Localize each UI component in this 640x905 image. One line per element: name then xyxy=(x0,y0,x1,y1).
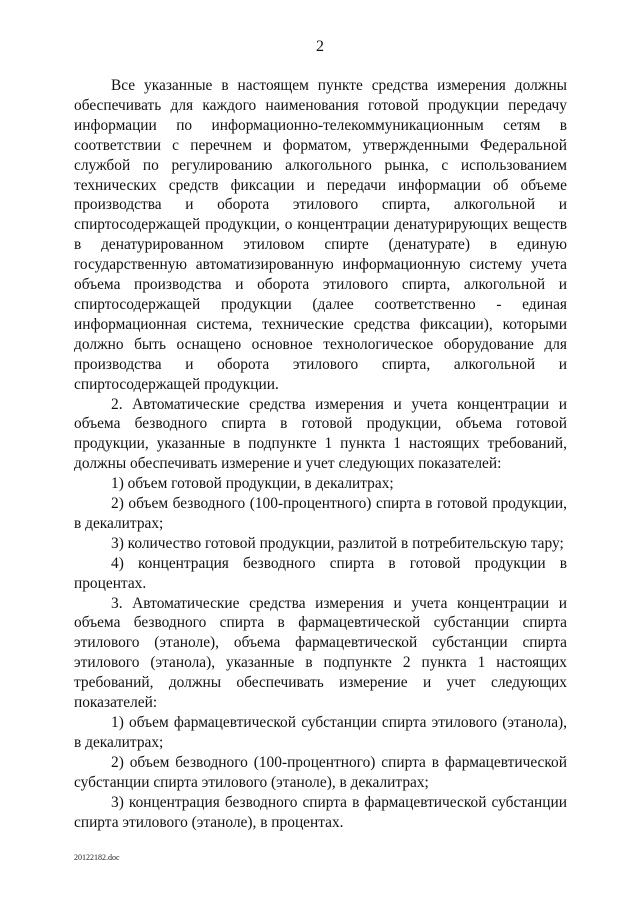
paragraph-item-2-sub-1: 1) объем готовой продукции, в декалитрах; xyxy=(111,475,394,493)
paragraph-item-2-intro: 2. Автоматические средства измерения и учета концентрации и объема безводного спирта в готовой продукции, объема готовой продукции, указанные в подпункте 1 пункта 1 настоящих требований, должны обеспечивать измерение и учет следующих показателей: xyxy=(74,395,567,473)
paragraph-item-2-sub-3: 3) количество готовой продукции, разлитой в потребительскую тару; xyxy=(111,534,564,552)
document-filename: 20122182.doc xyxy=(74,853,120,862)
document-body xyxy=(74,76,567,832)
paragraph-item-3-sub-3: 3) концентрация безводного спирта в фармацевтической субстанции спирта этилового (этаноле), в процентах. xyxy=(74,793,567,831)
paragraph-item-3-sub-1: 1) объем фармацевтической субстанции спирта этилового (этанола), в декалитрах; xyxy=(74,714,567,751)
paragraph-item-3-sub-2: 2) объем безводного (100-процентного) спирта в фармацевтической субстанции спирта этилового (этаноле), в декалитрах; xyxy=(74,753,567,791)
paragraph-item-3-intro: 3. Автоматические средства измерения и учета концентрации и объема безводного спирта в фармацевтической субстанции спирта этилового (этаноле), объема фармацевтической субстанции спирта этилового (этанола), указанные в подпункте 2 пункта 1 настоящих требований, должны обеспечивать измерение и учет следующих показателей: xyxy=(74,594,567,712)
paragraph-item-2-sub-4: 4) концентрация безводного спирта в готовой продукции в процентах. xyxy=(74,554,567,592)
paragraph-transmission-requirements: Все указанные в настоящем пункте средства измерения должны обеспечивать для каждого наименования готовой продукции передачу информации по информационно-телекоммуникационным сетям в соответствии с перечнем и форматом, утвержденными Федеральной службой по регулированию алкогольного рынка, с использованием технических средств фиксации и передачи информации об объеме производства и оборота этилового спирта, алкогольной и спиртосодержащей продукции, о концентрации денатурирующих веществ в денатурированном этиловом спирте (денатурате) в единую государственную автоматизированную информационную систему учета объема производства и оборота этилового спирта, алкогольной и спиртосодержащей продукции (далее соответственно - единая информационная система, технические средства фиксации), которыми должно быть оснащено основное технологическое оборудование для производства и оборота этилового спирта, алкогольной и спиртосодержащей продукции. xyxy=(74,77,567,393)
paragraph-item-2-sub-2: 2) объем безводного (100-процентного) спирта в готовой продукции, в декалитрах; xyxy=(74,495,567,532)
page-number: 2 xyxy=(316,38,324,55)
